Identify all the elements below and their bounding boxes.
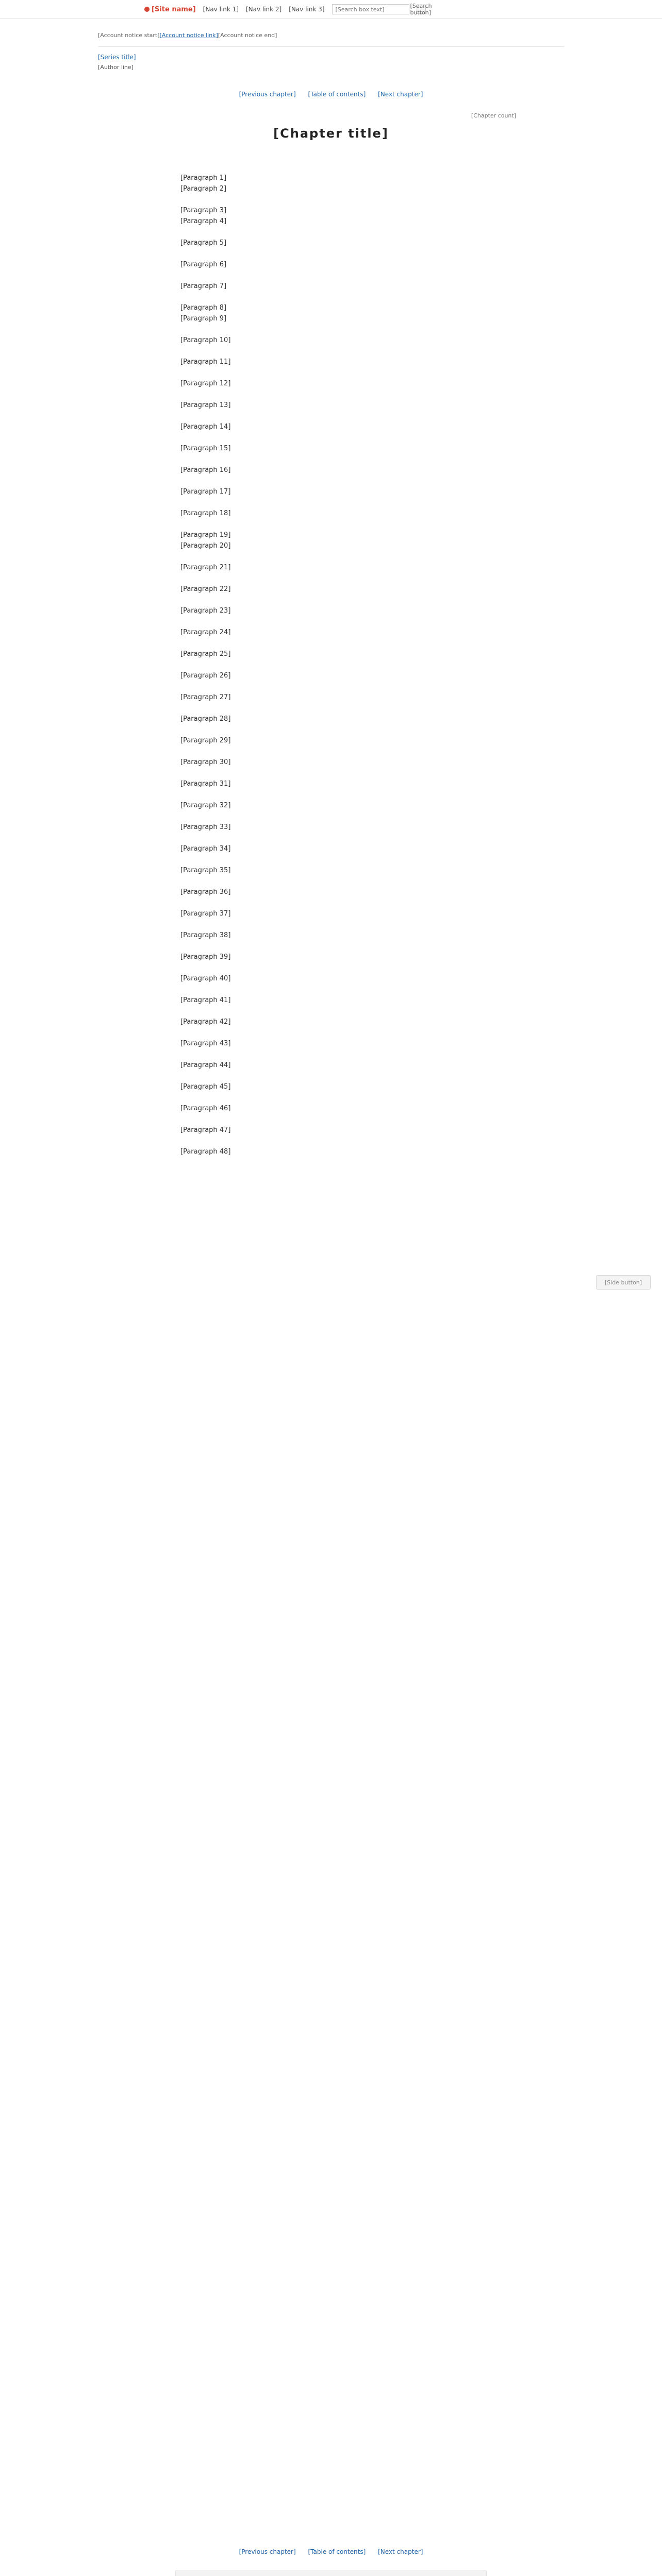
logo-icon	[144, 7, 150, 12]
blank-line	[180, 1027, 482, 1038]
series-title-link[interactable]: [Series title]	[98, 54, 136, 61]
body-paragraph: [Paragraph 4]	[180, 217, 227, 225]
blank-line	[180, 616, 482, 627]
blank-line	[180, 519, 482, 530]
blank-line	[180, 768, 482, 778]
body-paragraph: [Paragraph 11]	[180, 358, 231, 366]
blank-line	[180, 476, 482, 486]
blank-line	[180, 367, 482, 378]
body-paragraph: [Paragraph 1]	[180, 174, 227, 182]
blank-line	[180, 1071, 482, 1081]
body-paragraph: [Paragraph 6]	[180, 261, 227, 268]
blank-line	[180, 919, 482, 930]
body-paragraph: [Paragraph 26]	[180, 672, 231, 680]
chapter-count: [Chapter count]	[471, 112, 516, 119]
body-paragraph: [Paragraph 31]	[180, 780, 231, 788]
series-info	[98, 54, 407, 71]
chapter-body	[180, 173, 482, 1157]
top-navigation-inner	[144, 3, 432, 16]
body-paragraph: [Paragraph 9]	[180, 315, 227, 323]
side-float-button-label: [Side button]	[604, 1279, 642, 1286]
body-paragraph: [Paragraph 35]	[180, 867, 231, 874]
body-paragraph: [Paragraph 27]	[180, 693, 231, 701]
chapter-title: [Chapter title]	[273, 126, 389, 141]
blank-line	[180, 454, 482, 465]
blank-line	[180, 292, 482, 302]
blank-line	[180, 638, 482, 649]
side-float-button[interactable]	[596, 1275, 651, 1290]
blank-line	[180, 897, 482, 908]
blank-line	[180, 573, 482, 584]
body-paragraph: [Paragraph 30]	[180, 758, 231, 766]
blank-line	[180, 962, 482, 973]
body-paragraph: [Paragraph 24]	[180, 629, 231, 636]
body-paragraph: [Paragraph 7]	[180, 282, 227, 290]
blank-line	[180, 1092, 482, 1103]
series-author-line: [Author line]	[98, 64, 134, 71]
body-paragraph: [Paragraph 19]	[180, 531, 231, 539]
chapter-pager-top	[0, 91, 662, 98]
body-paragraph: [Paragraph 15]	[180, 445, 231, 452]
nav-link-2[interactable]: [Nav link 2]	[245, 6, 282, 13]
blank-line	[180, 984, 482, 995]
body-paragraph: [Paragraph 32]	[180, 802, 231, 809]
rating-panel	[175, 2570, 487, 2576]
body-paragraph: [Paragraph 18]	[180, 510, 231, 517]
body-paragraph: [Paragraph 40]	[180, 975, 231, 982]
body-paragraph: [Paragraph 20]	[180, 542, 231, 550]
body-paragraph: [Paragraph 2]	[180, 185, 227, 193]
site-logo[interactable]	[144, 6, 196, 13]
blank-line	[180, 703, 482, 714]
body-paragraph: [Paragraph 45]	[180, 1083, 231, 1091]
body-paragraph: [Paragraph 25]	[180, 650, 231, 658]
body-paragraph: [Paragraph 38]	[180, 931, 231, 939]
body-paragraph: [Paragraph 17]	[180, 488, 231, 496]
blank-line	[180, 389, 482, 400]
blank-line	[180, 854, 482, 865]
body-paragraph: [Paragraph 13]	[180, 401, 231, 409]
body-paragraph: [Paragraph 23]	[180, 607, 231, 615]
body-paragraph: [Paragraph 42]	[180, 1018, 231, 1026]
index-link[interactable]: [Table of contents]	[308, 2548, 366, 2555]
nav-link-1[interactable]: [Nav link 1]	[203, 6, 239, 13]
chapter-pager-bottom	[0, 2548, 662, 2555]
body-paragraph: [Paragraph 48]	[180, 1148, 231, 1156]
next-chapter-link[interactable]: [Next chapter]	[378, 91, 423, 98]
blank-line	[180, 497, 482, 508]
body-paragraph: [Paragraph 29]	[180, 737, 231, 744]
nav-link-3[interactable]: [Nav link 3]	[289, 6, 325, 13]
body-paragraph: [Paragraph 21]	[180, 564, 231, 571]
body-paragraph: [Paragraph 33]	[180, 823, 231, 831]
body-paragraph: [Paragraph 44]	[180, 1061, 231, 1069]
body-paragraph: [Paragraph 5]	[180, 239, 227, 247]
body-paragraph: [Paragraph 28]	[180, 715, 231, 723]
site-logo-text: [Site name]	[152, 5, 196, 13]
body-paragraph: [Paragraph 10]	[180, 336, 231, 344]
body-paragraph: [Paragraph 16]	[180, 466, 231, 474]
blank-line	[180, 724, 482, 735]
search-button-label: [Search button]	[410, 3, 432, 16]
body-paragraph: [Paragraph 34]	[180, 845, 231, 853]
account-notice-top	[98, 32, 277, 39]
body-paragraph: [Paragraph 22]	[180, 585, 231, 593]
body-paragraph: [Paragraph 39]	[180, 953, 231, 961]
blank-line	[180, 876, 482, 887]
blank-line	[180, 432, 482, 443]
next-chapter-link[interactable]: [Next chapter]	[378, 2548, 423, 2555]
body-paragraph: [Paragraph 14]	[180, 423, 231, 431]
blank-line	[180, 681, 482, 692]
body-paragraph: [Paragraph 8]	[180, 304, 227, 312]
blank-line	[180, 270, 482, 281]
blank-line	[180, 941, 482, 952]
blank-line	[180, 789, 482, 800]
blank-line	[180, 346, 482, 357]
body-paragraph: [Paragraph 36]	[180, 888, 231, 896]
blank-line	[180, 833, 482, 843]
blank-line	[180, 746, 482, 757]
account-notice-top-link[interactable]: [Account notice link]	[159, 32, 218, 39]
blank-line	[180, 1136, 482, 1146]
body-paragraph: [Paragraph 41]	[180, 996, 231, 1004]
blank-line	[180, 411, 482, 421]
prev-chapter-link[interactable]: [Previous chapter]	[239, 2548, 296, 2555]
blank-line	[180, 1114, 482, 1125]
blank-line	[180, 595, 482, 605]
index-link[interactable]: [Table of contents]	[308, 91, 366, 98]
blank-line	[180, 227, 482, 238]
header-divider	[98, 46, 564, 47]
search-input[interactable]	[332, 4, 409, 14]
body-paragraph: [Paragraph 43]	[180, 1040, 231, 1047]
blank-line	[180, 1049, 482, 1060]
account-notice-top-prefix: [Account notice start]	[98, 32, 160, 39]
blank-line	[180, 811, 482, 822]
body-paragraph: [Paragraph 37]	[180, 910, 231, 918]
body-paragraph: [Paragraph 12]	[180, 380, 231, 387]
prev-chapter-link[interactable]: [Previous chapter]	[239, 91, 296, 98]
search-button[interactable]	[410, 3, 432, 16]
body-paragraph: [Paragraph 46]	[180, 1105, 231, 1112]
body-paragraph: [Paragraph 3]	[180, 207, 227, 214]
blank-line	[180, 659, 482, 670]
top-navigation-bar	[0, 0, 662, 19]
body-paragraph: [Paragraph 47]	[180, 1126, 231, 1134]
blank-line	[180, 551, 482, 562]
blank-line	[180, 1006, 482, 1016]
account-notice-top-suffix: [Account notice end]	[218, 32, 277, 39]
blank-line	[180, 248, 482, 259]
blank-line	[180, 324, 482, 335]
blank-line	[180, 194, 482, 205]
